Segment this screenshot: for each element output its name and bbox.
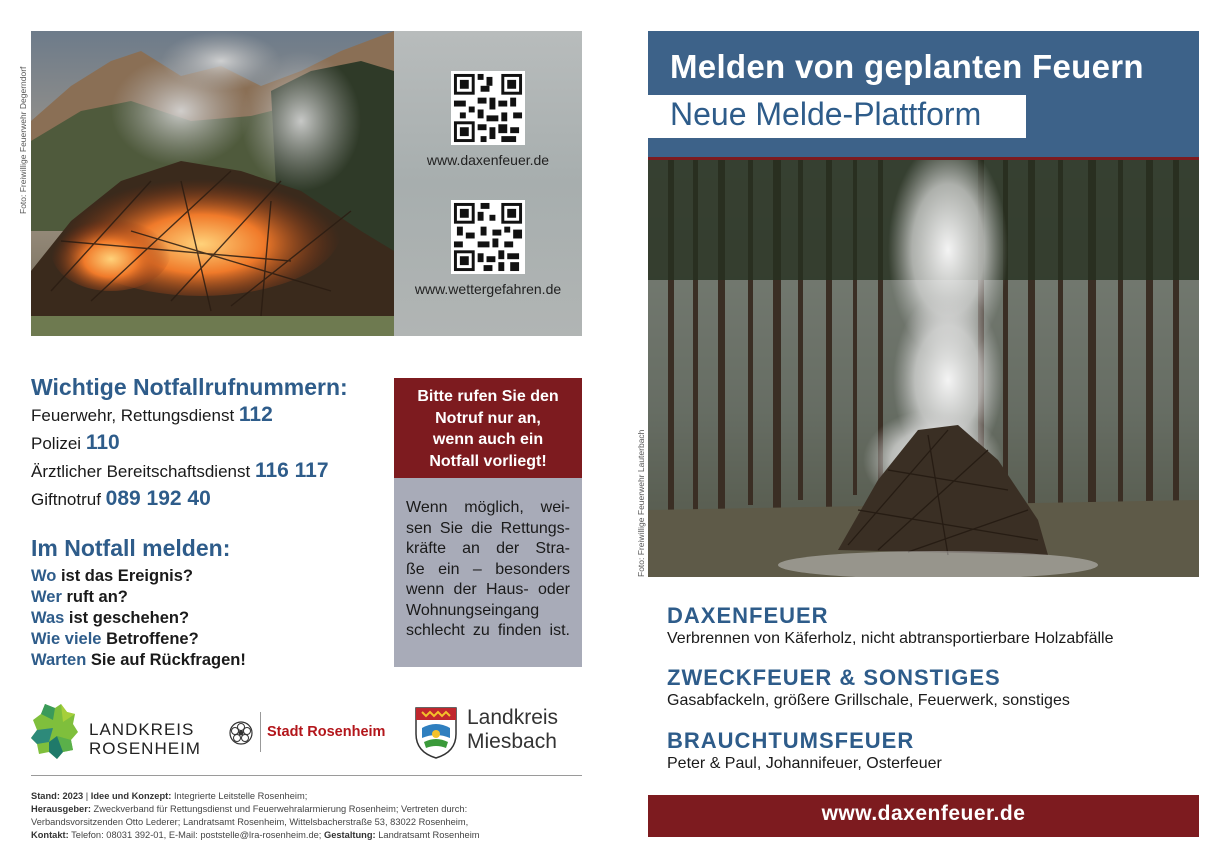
emergency-label: Ärztlicher Bereitschaftsdienst <box>31 462 251 481</box>
qr-code-wettergefahren[interactable] <box>451 200 525 274</box>
emergency-line-police <box>31 431 120 455</box>
stadt-rosenheim-text: Stadt Rosenheim <box>267 724 386 740</box>
stadt-rosenheim-logo <box>228 712 393 752</box>
bonfire-photo <box>31 31 394 336</box>
footer-url-link[interactable]: www.daxenfeuer.de <box>821 802 1026 825</box>
emergency-number[interactable]: 116 117 <box>254 459 329 482</box>
imprint-divider <box>31 775 582 776</box>
w-rest: ist geschehen? <box>68 609 190 627</box>
publisher-label: Herausgeber: <box>31 804 91 814</box>
emergency-numbers-title: Wichtige Notfallrufnummern: <box>31 374 348 400</box>
emergency-line-doctor <box>31 459 329 483</box>
w-rest: ruft an? <box>66 588 128 606</box>
w-rest: Betroffene? <box>106 630 199 648</box>
guidance-line: wenn der Haus- oder <box>406 581 570 598</box>
landkreis-rosenheim-logo <box>31 702 211 762</box>
idee-label: Idee und Konzept: <box>90 791 172 801</box>
stand-label: Stand: 2023 <box>31 791 84 801</box>
warning-line: Notfall vorliegt! <box>429 452 547 470</box>
w-question <box>31 567 193 586</box>
design-value: Landratsamt Rosenheim <box>378 830 480 840</box>
landkreis-miesbach-logo <box>412 702 587 762</box>
guidance-line: kräfte an der Stra- <box>406 540 570 557</box>
page-subtitle: Neue Melde-Plattform <box>670 96 982 132</box>
w-word: Wie viele <box>31 630 102 648</box>
qr-code-icon <box>451 71 525 145</box>
emergency-line-poison <box>31 487 211 511</box>
logo-text-line1: LANDKREIS <box>89 720 195 739</box>
guidance-line: sen Sie die Rettungs- <box>406 519 570 537</box>
emergency-label: Giftnotruf <box>31 490 101 509</box>
w-word: Wo <box>31 567 57 585</box>
guidance-line: ße ein – besonders <box>406 560 570 578</box>
publisher-value-2: Verbandsvorsitzenden Otto Lederer; Landratsamt Rosenheim, Wittelsbacherstraße 53, 83022 Rosenheim, <box>31 817 469 827</box>
emergency-label: Polizei <box>31 434 82 453</box>
qr-url-daxenfeuer[interactable]: www.daxenfeuer.de <box>426 152 550 168</box>
qr-code-icon <box>451 200 525 274</box>
imprint-line-1: Stand: 2023 | Idee und Konzept: Integrierte Leitstelle Rosenheim; <box>31 791 308 801</box>
w-rest: Sie auf Rückfragen! <box>90 651 246 669</box>
notruf-warning-box <box>394 378 582 478</box>
contact-label: Kontakt: <box>31 830 69 840</box>
logo-text-line2: Miesbach <box>467 730 557 753</box>
report-emergency-title: Im Notfall melden: <box>31 535 231 561</box>
idee-value: Integrierte Leitstelle Rosenheim; <box>173 791 308 801</box>
warning-line: Notruf nur an, <box>435 409 541 427</box>
category-desc-brauchtumsfeuer: Peter & Paul, Johannifeuer, Osterfeuer <box>667 755 942 772</box>
imprint-line-4 <box>31 829 480 842</box>
imprint-line-3 <box>31 816 468 829</box>
qr-code-daxenfeuer[interactable] <box>451 71 525 145</box>
warning-line: Bitte rufen Sie den <box>417 388 559 405</box>
w-word: Wer <box>31 588 62 606</box>
w-word: Was <box>31 609 65 627</box>
miesbach-coat-of-arms-icon <box>412 704 460 760</box>
design-label: Gestaltung: <box>323 830 376 840</box>
emergency-line-fire <box>31 403 273 427</box>
guidance-line: Wenn möglich, wei- <box>406 499 570 516</box>
rose-icon <box>228 720 254 746</box>
w-question <box>31 651 246 670</box>
landkreis-rosenheim-map-icon <box>31 702 79 760</box>
emergency-label: Feuerwehr, Rettungsdienst <box>31 406 235 425</box>
emergency-number[interactable]: 110 <box>85 431 120 454</box>
w-question <box>31 588 128 607</box>
category-title-brauchtumsfeuer: BRAUCHTUMSFEUER <box>667 728 915 753</box>
page-title: Melden von geplanten Feuern <box>670 48 1144 85</box>
category-title-daxenfeuer: DAXENFEUER <box>667 603 829 628</box>
emergency-number[interactable]: 112 <box>238 403 273 426</box>
imprint-line-2 <box>31 803 467 816</box>
guidance-line: schlecht zu finden ist. <box>406 622 570 639</box>
warning-line: wenn auch ein <box>432 431 544 448</box>
qr-url-wettergefahren[interactable]: www.wettergefahren.de <box>414 281 562 297</box>
emergency-number[interactable]: 089 192 40 <box>105 487 211 510</box>
category-desc-zweckfeuer: Gasabfackeln, größere Grillschale, Feuerwerk, sonstiges <box>667 692 1070 709</box>
w-question <box>31 630 199 649</box>
category-desc-daxenfeuer: Verbrennen von Käferholz, nicht abtransportierbare Holzabfälle <box>667 630 1114 647</box>
w-question <box>31 609 189 628</box>
w-rest: ist das Ereignis? <box>60 567 193 585</box>
guidance-line: Wohnungseingang <box>406 601 540 619</box>
qr-panel <box>394 31 582 336</box>
category-title-zweckfeuer: ZWECKFEUER & SONSTIGES <box>667 665 1001 690</box>
forest-fire-photo <box>648 160 1199 577</box>
photo-credit-left: Foto: Freiwillige Feuerwehr Degerndorf <box>18 66 28 214</box>
publisher-value: Zweckverband für Rettungsdienst und Feuerwehralarmierung Rosenheim; Vertreten durch: <box>93 804 468 814</box>
photo-credit-right: Foto: Freiwillige Feuerwehr Lauterbach <box>636 429 646 577</box>
logo-text-line1: Landkreis <box>467 706 559 729</box>
w-word: Warten <box>31 651 87 669</box>
logo-text-line2: ROSENHEIM <box>89 739 201 758</box>
guidance-box <box>394 478 582 667</box>
contact-value: Telefon: 08031 392-01, E-Mail: poststelle@lra-rosenheim.de; <box>71 830 322 840</box>
